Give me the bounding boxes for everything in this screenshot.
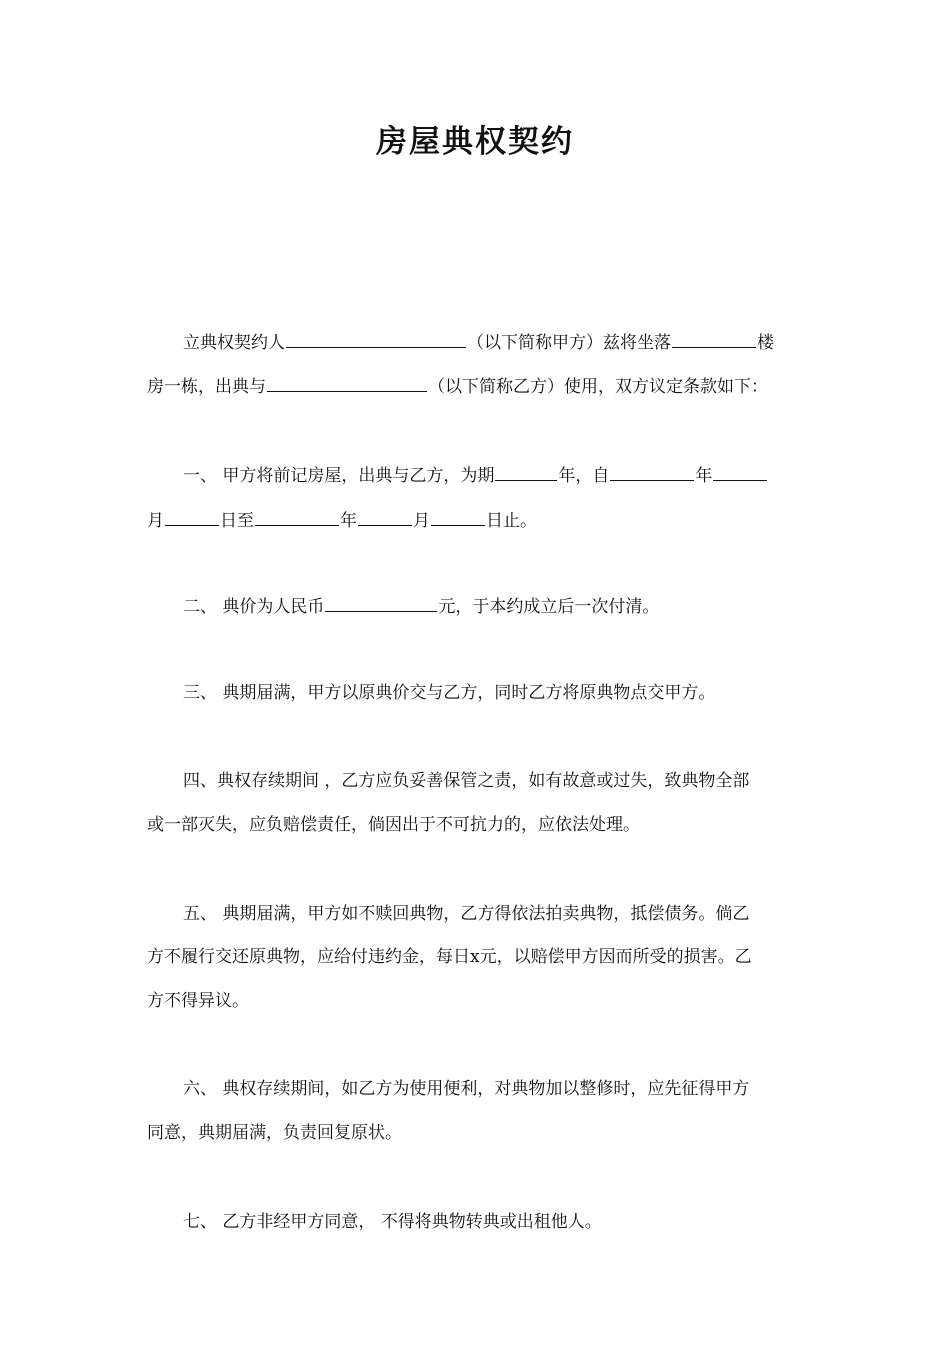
clause-1-text-7: 月 xyxy=(413,511,430,531)
clause-1-line-1 xyxy=(183,462,768,488)
intro-line-2 xyxy=(147,373,768,399)
clause-1-text-1: 一、 甲方将前记房屋，出典与乙方，为期 xyxy=(183,466,495,486)
start-day-blank[interactable] xyxy=(165,507,219,526)
intro-line-1 xyxy=(183,329,774,355)
clause-2-text-1: 二、 典价为人民币 xyxy=(183,597,325,617)
start-year-blank[interactable] xyxy=(610,462,694,481)
clause-5-line-1: 五、 典期届满，甲方如不赎回典物，乙方得依法拍卖典物，抵偿债务。倘乙 xyxy=(183,904,750,924)
clause-1-text-4: 月 xyxy=(147,511,164,531)
end-year-blank[interactable] xyxy=(255,507,339,526)
clause-7: 七、 乙方非经甲方同意， 不得将典物转典或出租他人。 xyxy=(183,1212,602,1232)
clause-6-line-2: 同意，典期届满，负责回复原状。 xyxy=(147,1123,402,1143)
clause-6-line-1: 六、 典权存续期间，如乙方为使用便利，对典物加以整修时，应先征得甲方 xyxy=(183,1079,750,1099)
location-blank[interactable] xyxy=(672,329,756,348)
clause-2 xyxy=(183,593,659,619)
start-month-blank[interactable] xyxy=(713,462,767,481)
intro-text-1: 立典权契约人 xyxy=(183,333,285,353)
intro-text-5: （以下简称乙方）使用，双方议定条款如下： xyxy=(428,377,768,397)
clause-4-line-1: 四、典权存续期间 ，乙方应负妥善保管之责，如有故意或过失，致典物全部 xyxy=(183,771,750,791)
clause-1-text-8: 日止。 xyxy=(486,511,537,531)
document-title: 房屋典权契约 xyxy=(376,124,574,160)
intro-text-3: 楼 xyxy=(757,333,774,353)
clause-1-text-6: 年 xyxy=(340,511,357,531)
clause-1-text-2: 年，自 xyxy=(558,466,610,486)
party-b-blank[interactable] xyxy=(267,373,427,392)
intro-text-4: 房一栋，出典与 xyxy=(147,377,266,397)
price-blank[interactable] xyxy=(325,593,437,612)
end-day-blank[interactable] xyxy=(431,507,485,526)
intro-text-2: （以下简称甲方）兹将坐落 xyxy=(467,333,671,353)
clause-1-text-3: 年 xyxy=(695,466,713,486)
clause-4-line-2: 或一部灭失，应负赔偿责任，倘因出于不可抗力的，应依法处理。 xyxy=(147,815,640,835)
clause-1-line-2 xyxy=(147,507,537,533)
clause-3: 三、 典期届满，甲方以原典价交与乙方，同时乙方将原典物点交甲方。 xyxy=(183,683,716,703)
clause-5-line-2: 方不履行交还原典物，应给付违约金，每日x元，以赔偿甲方因而所受的损害。乙 xyxy=(147,947,752,967)
term-years-blank[interactable] xyxy=(495,462,557,481)
clause-1-text-5: 日至 xyxy=(220,511,254,531)
party-a-blank[interactable] xyxy=(286,329,466,348)
clause-2-text-2: 元，于本约成立后一次付清。 xyxy=(438,597,660,617)
end-month-blank[interactable] xyxy=(358,507,412,526)
clause-5-line-3: 方不得异议。 xyxy=(147,991,249,1011)
